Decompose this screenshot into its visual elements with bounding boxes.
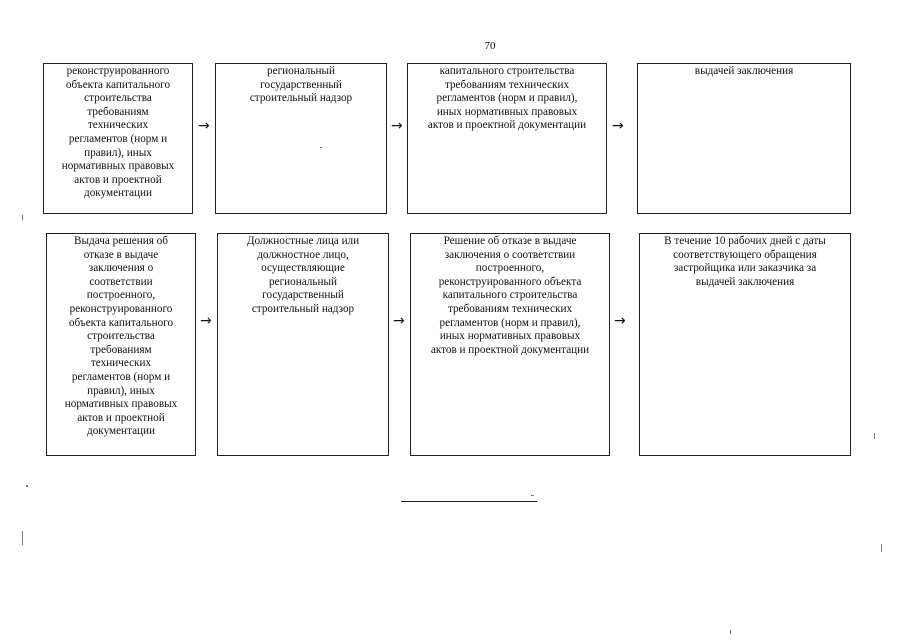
row2-deadline-box: В течение 10 рабочих дней с даты соответствующего обращения застройщика или заказчика за выдачей заключения xyxy=(639,233,851,456)
row1-decision-box: капитального строительства требованиям технических регламентов (норм и правил), иных нормативных правовых актов и проектной документации xyxy=(407,63,607,214)
row2-arrow-3: → xyxy=(614,313,626,329)
page-number: 70 xyxy=(484,40,496,52)
row1-deadline-box: выдачей заключения xyxy=(637,63,851,214)
row2-responsible-box: Должностные лица или должностное лицо, осуществляющие региональный государственный строительный надзор xyxy=(217,233,389,456)
row1-arrow-1: → xyxy=(198,118,210,134)
row1-result-box: реконструированного объекта капитального строительства требованиям технических регламентов (норм и правил), иных нормативных правовых актов и проектной документации xyxy=(43,63,193,214)
scan-speck xyxy=(320,147,322,148)
row2-arrow-2: → xyxy=(393,313,405,329)
row2-result-box: Выдача решения об отказе в выдаче заключения о соответствии построенного, реконструированного объекта капитального строительства требованиям технических регламентов (норм и правил), иных нормативных правовых актов и проектной документации xyxy=(46,233,196,456)
row2-arrow-1: → xyxy=(200,313,212,329)
footer-separator-line xyxy=(401,501,537,502)
row1-arrow-2: → xyxy=(391,118,403,134)
scan-speck xyxy=(531,495,534,496)
scan-speck xyxy=(26,485,28,487)
scan-speck xyxy=(881,544,882,552)
scan-speck xyxy=(730,630,731,634)
row1-responsible-box: региональный государственный строительный надзор xyxy=(215,63,387,214)
scan-speck xyxy=(22,215,23,220)
row1-arrow-3: → xyxy=(612,118,624,134)
scan-speck xyxy=(874,433,875,439)
scan-speck xyxy=(22,531,23,545)
row2-decision-box: Решение об отказе в выдаче заключения о соответствии построенного, реконструированного объекта капитального строительства требованиям технических регламентов (норм и правил), иных нормативных правовых актов и проектной документации xyxy=(410,233,610,456)
